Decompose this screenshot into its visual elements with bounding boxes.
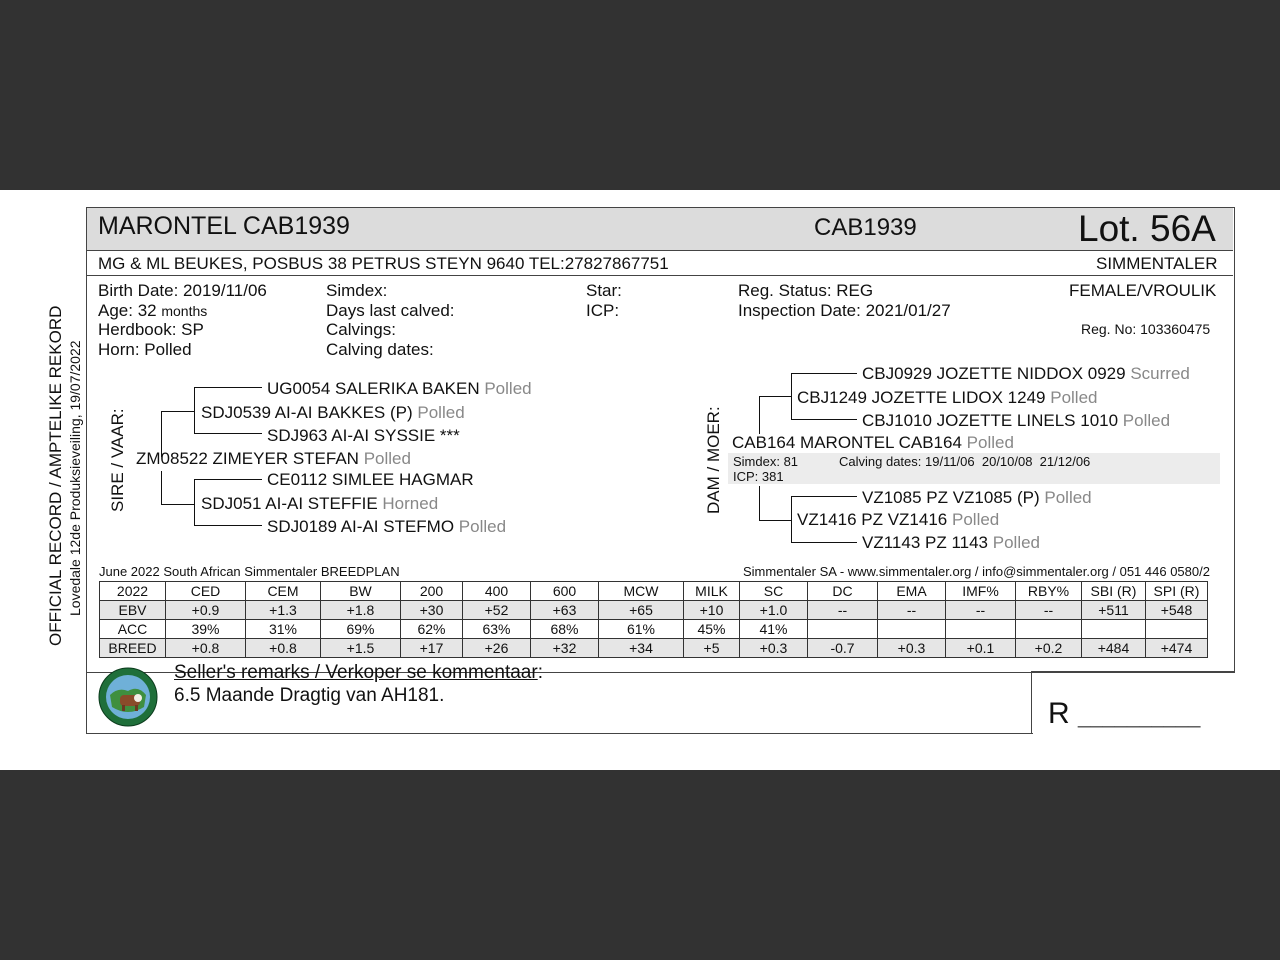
- table-cell: +0.8: [166, 639, 246, 658]
- simdex: Simdex:: [326, 281, 388, 300]
- table-cell: +1.8: [321, 601, 401, 620]
- table-cell: 2022: [100, 582, 166, 601]
- age-value: Age: 32: [98, 301, 157, 320]
- age: [98, 301, 207, 321]
- table-cell: +548: [1146, 601, 1208, 620]
- table-cell: ACC: [100, 620, 166, 639]
- table-cell: +30: [401, 601, 463, 620]
- sire-sire-sire: UG0054 SALERIKA BAKEN Polled: [267, 379, 532, 398]
- table-cell: IMF%: [946, 582, 1016, 601]
- table-cell: [1146, 620, 1208, 639]
- table-cell: +0.3: [878, 639, 946, 658]
- calvings: Calvings:: [326, 320, 396, 339]
- table-cell: +17: [401, 639, 463, 658]
- sire-sire: SDJ0539 AI-AI BAKKES (P) Polled: [201, 403, 465, 422]
- owner-address: MG & ML BEUKES, POSBUS 38 PETRUS STEYN 9640 TEL:27827867751: [98, 254, 669, 273]
- breedplan-header-row: [100, 582, 1208, 601]
- table-cell: +34: [599, 639, 684, 658]
- dam-dam: VZ1416 PZ VZ1416 Polled: [797, 510, 1000, 529]
- dam-label: DAM / MOER:: [704, 406, 723, 514]
- table-cell: 69%: [321, 620, 401, 639]
- table-cell: +0.1: [946, 639, 1016, 658]
- table-cell: [1082, 620, 1146, 639]
- table-cell: +26: [463, 639, 531, 658]
- table-cell: 200: [401, 582, 463, 601]
- calving-dates: Calving dates:: [326, 340, 434, 359]
- table-cell: +511: [1082, 601, 1146, 620]
- birth-date: Birth Date: 2019/11/06: [98, 281, 267, 300]
- table-cell: SBI (R): [1082, 582, 1146, 601]
- table-cell: DC: [808, 582, 878, 601]
- inspection-date: Inspection Date: 2021/01/27: [738, 301, 951, 320]
- table-cell: -0.7: [808, 639, 878, 658]
- table-cell: --: [808, 601, 878, 620]
- icp: ICP:: [586, 301, 620, 320]
- breedplan-acc-row: [100, 620, 1208, 639]
- table-cell: [1016, 620, 1082, 639]
- table-cell: EBV: [100, 601, 166, 620]
- table-cell: +0.3: [740, 639, 808, 658]
- table-cell: +474: [1146, 639, 1208, 658]
- sex: FEMALE/VROULIK: [1069, 281, 1217, 300]
- sire-dam: SDJ051 AI-AI STEFFIE Horned: [201, 494, 439, 513]
- table-cell: [878, 620, 946, 639]
- table-cell: 63%: [463, 620, 531, 639]
- table-cell: 61%: [599, 620, 684, 639]
- table-cell: 39%: [166, 620, 246, 639]
- table-cell: --: [1016, 601, 1082, 620]
- breedplan-ebv-row: [100, 601, 1208, 620]
- table-cell: MILK: [684, 582, 740, 601]
- table-cell: BW: [321, 582, 401, 601]
- table-cell: RBY%: [1016, 582, 1082, 601]
- star: Star:: [586, 281, 622, 300]
- table-cell: +32: [531, 639, 599, 658]
- table-cell: +65: [599, 601, 684, 620]
- breed-name: SIMMENTALER: [1096, 254, 1218, 273]
- table-cell: SC: [740, 582, 808, 601]
- table-cell: 68%: [531, 620, 599, 639]
- remarks-heading: Seller's remarks / Verkoper se kommentaar:: [174, 662, 543, 683]
- table-cell: [946, 620, 1016, 639]
- remarks-text: 6.5 Maande Dragtig van AH181.: [174, 685, 445, 706]
- lot-number: Lot. 56A: [1078, 208, 1216, 249]
- table-cell: +484: [1082, 639, 1146, 658]
- table-cell: +0.2: [1016, 639, 1082, 658]
- table-cell: MCW: [599, 582, 684, 601]
- age-unit: months: [161, 303, 208, 319]
- dam-dam-dam: VZ1143 PZ 1143 Polled: [862, 533, 1041, 552]
- dam-sire: CBJ1249 JOZETTE LIDOX 1249 Polled: [797, 388, 1098, 407]
- breedplan-table: [99, 581, 1208, 658]
- table-cell: 62%: [401, 620, 463, 639]
- table-cell: 400: [463, 582, 531, 601]
- herdbook: Herdbook: SP: [98, 320, 204, 339]
- table-cell: +0.8: [246, 639, 321, 658]
- record-card: [0, 190, 1280, 770]
- breedplan-breed-row: [100, 639, 1208, 658]
- dam: CAB164 MARONTEL CAB164 Polled: [732, 433, 1014, 452]
- table-cell: SPI (R): [1146, 582, 1208, 601]
- table-cell: +5: [684, 639, 740, 658]
- table-cell: --: [946, 601, 1016, 620]
- simmentaler-logo: [98, 667, 158, 727]
- table-cell: +0.9: [166, 601, 246, 620]
- table-cell: 31%: [246, 620, 321, 639]
- table-cell: --: [878, 601, 946, 620]
- animal-name: MARONTEL CAB1939: [98, 212, 350, 240]
- table-cell: BREED: [100, 639, 166, 658]
- dam-sire-sire: CBJ0929 JOZETTE NIDDOX 0929 Scurred: [862, 364, 1190, 383]
- dam-dam-sire: VZ1085 PZ VZ1085 (P) Polled: [862, 488, 1092, 507]
- table-cell: +1.5: [321, 639, 401, 658]
- animal-id: CAB1939: [814, 214, 917, 241]
- table-cell: 41%: [740, 620, 808, 639]
- reg-status: Reg. Status: REG: [738, 281, 874, 300]
- sire-label: SIRE / VAAR:: [108, 408, 127, 512]
- price-blank[interactable]: __________: [1078, 703, 1201, 728]
- sire-dam-dam: SDJ0189 AI-AI STEFMO Polled: [267, 517, 507, 536]
- table-cell: [808, 620, 878, 639]
- dam-icp: ICP: 381: [733, 469, 784, 484]
- table-cell: +1.0: [740, 601, 808, 620]
- table-cell: CEM: [246, 582, 321, 601]
- table-cell: CED: [166, 582, 246, 601]
- auction-label: Lovedale 12de Produksieveiling, 19/07/2022: [67, 340, 83, 616]
- table-cell: +10: [684, 601, 740, 620]
- table-cell: +1.3: [246, 601, 321, 620]
- reg-number: Reg. No: 103360475: [1081, 321, 1211, 337]
- sire-sire-dam: SDJ963 AI-AI SYSSIE ***: [267, 426, 460, 445]
- horn-status: Horn: Polled: [98, 340, 192, 359]
- dam-calving-dates: Calving dates: 19/11/06 20/10/08 21/12/06: [839, 454, 1091, 469]
- table-cell: 45%: [684, 620, 740, 639]
- table-cell: +52: [463, 601, 531, 620]
- days-last-calved: Days last calved:: [326, 301, 455, 320]
- dam-simdex: Simdex: 81: [733, 454, 799, 469]
- table-cell: 600: [531, 582, 599, 601]
- table-cell: +63: [531, 601, 599, 620]
- breedplan-contact: Simmentaler SA - www.simmentaler.org / info@simmentaler.org / 051 446 0580/2: [743, 564, 1210, 579]
- sire-dam-sire: CE0112 SIMLEE HAGMAR: [267, 470, 474, 489]
- official-record-label: OFFICIAL RECORD / AMPTELIKE REKORD: [46, 305, 65, 646]
- table-cell: EMA: [878, 582, 946, 601]
- breedplan-caption: June 2022 South African Simmentaler BREEDPLAN: [99, 564, 400, 579]
- price-label: R __________: [1048, 697, 1201, 730]
- sire: ZM08522 ZIMEYER STEFAN Polled: [136, 449, 411, 468]
- dam-sire-dam: CBJ1010 JOZETTE LINELS 1010 Polled: [862, 411, 1171, 430]
